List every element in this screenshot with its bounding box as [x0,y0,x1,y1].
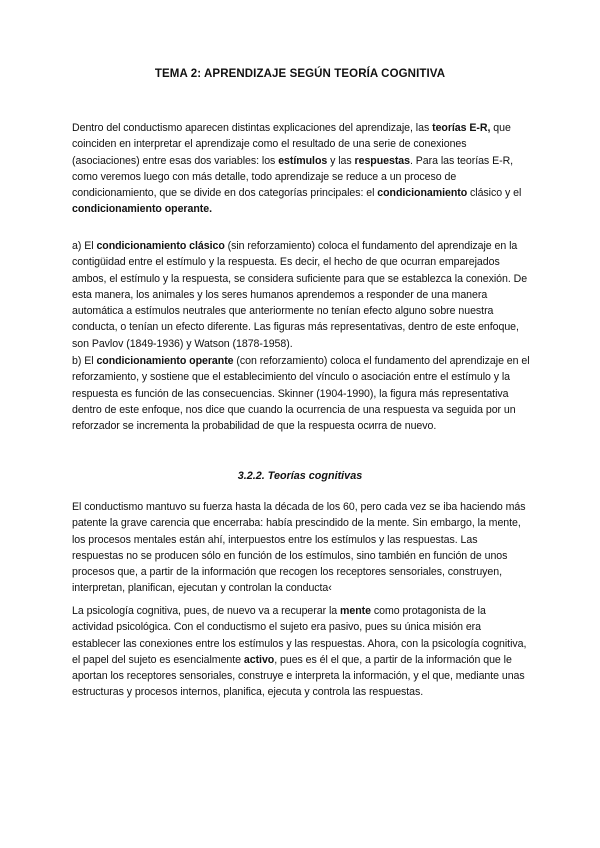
intro-bold-condicionamiento: condicionamiento [377,187,468,200]
para-d-bold-mente: mente [340,605,371,617]
paragraph-a [72,238,530,352]
para-d-text-3: , pues es él el que, a partir de la información que le aportan los receptores sensoriales, construye e interpreta la información, y el que, mediante unas estructuras y procesos internos, planifica, ejecuta y controla las respuestas. [72,653,525,699]
intro-bold-teorias: teorías E-R, [432,122,491,134]
para-a-bold: condicionamiento clásico [96,240,225,252]
paragraph-c: El conductismo mantuvo su fuerza hasta la década de los 60, pero cada vez se iba haciendo más patente la grave carencia que encerraba: había prescindido de la mente. Sin embargo, la mente, los procesos mentales están ahí, interpuestos entre los estímulos y las respuestas. Las respuestas no se producen sólo en función de los estímulos, sino también en función de unos procesos que, a partir de la información que recogen los receptores sensoriales, construyen, interpretan, planifican, ejecutan y controlan la conducta‹ [72,501,526,595]
intro-paragraph [72,120,530,218]
para-b-text-2: (con reforzamiento) coloca el fundamento del aprendizaje en el reforzamiento, y sostiene que el establecimiento del vínculo o asociación entre el estímulo y la respuesta es función de las consecuencias. Skinner (1904-1990), la figura más representativa dentro de este enfoque, nos dice que cuando la ocurrencia de una respuesta va seguida por un reforzador se incrementa la probabilidad de que la respuesta ocиrra de nuevo. [72,355,530,433]
page-title: TEMA 2: APRENDIZAJE SEGÚN TEORÍA COGNITIVA [154,68,446,80]
intro-text-5: clásico y el [467,187,522,200]
para-a-text-1: a) El [72,240,97,252]
intro-text-2: que coinciden en interpretar el aprendizaje como el resultado de una serie de conexiones (asociaciones) entre esas dos variables: los [72,122,511,167]
para-b-bold: condicionamiento operante [96,355,234,367]
paragraph-d [72,603,530,701]
intro-text-4: . Para las teorías E-R, como veremos luego con más detalle, todo aprendizaje se reduce a un proceso de condicionamiento, que se divide en dos categorías principales: el [72,154,514,200]
para-b-text-1: b) El [72,355,97,367]
section-heading: 3.2.2. Teorías cognitivas [237,470,363,482]
intro-text-3: y las [327,154,355,167]
intro-text-1: Dentro del conductismo aparecen distintas explicaciones del aprendizaje, las [72,122,433,134]
para-d-bold-activo: activo [243,653,275,666]
para-d-text-2: como protagonista de la actividad psicológica. Con el conductismo el sujeto era pasivo, pues su única misión era establecer las conexiones entre los estímulos y las respuestas. Ahora, con la psicología cognitiva, el papel del sujeto es esencialmente [72,605,527,666]
intro-bold-respuestas: respuestas [354,154,410,167]
para-a-text-2: (sin reforzamiento) coloca el fundamento del aprendizaje en la contigüidad entre el estímulo y la respuesta. Es decir, el hecho de que ocurran emparejados ambos, el estímulo y la respuesta, se considera suficiente para que se establezca la conexión. De esta manera, los animales y los seres humanos aprendemos a responder de una manera automática a estímulos neutrales que anteriormente no tenían efecto alguno sobre nuestra conducta, o tenían un efecto diferente. Las figuras más representativas, dentro de este enfoque, son Pavlov (1849-1936) y Watson (1878-1958). [72,240,528,350]
intro-bold-estimulos: estímulos [278,154,328,167]
para-d-text-1: La psicología cognitiva, pues, de nuevo va a recuperar la [72,605,341,617]
intro-bold-operante: condicionamiento operante. [72,203,212,216]
paragraph-b [72,353,530,434]
